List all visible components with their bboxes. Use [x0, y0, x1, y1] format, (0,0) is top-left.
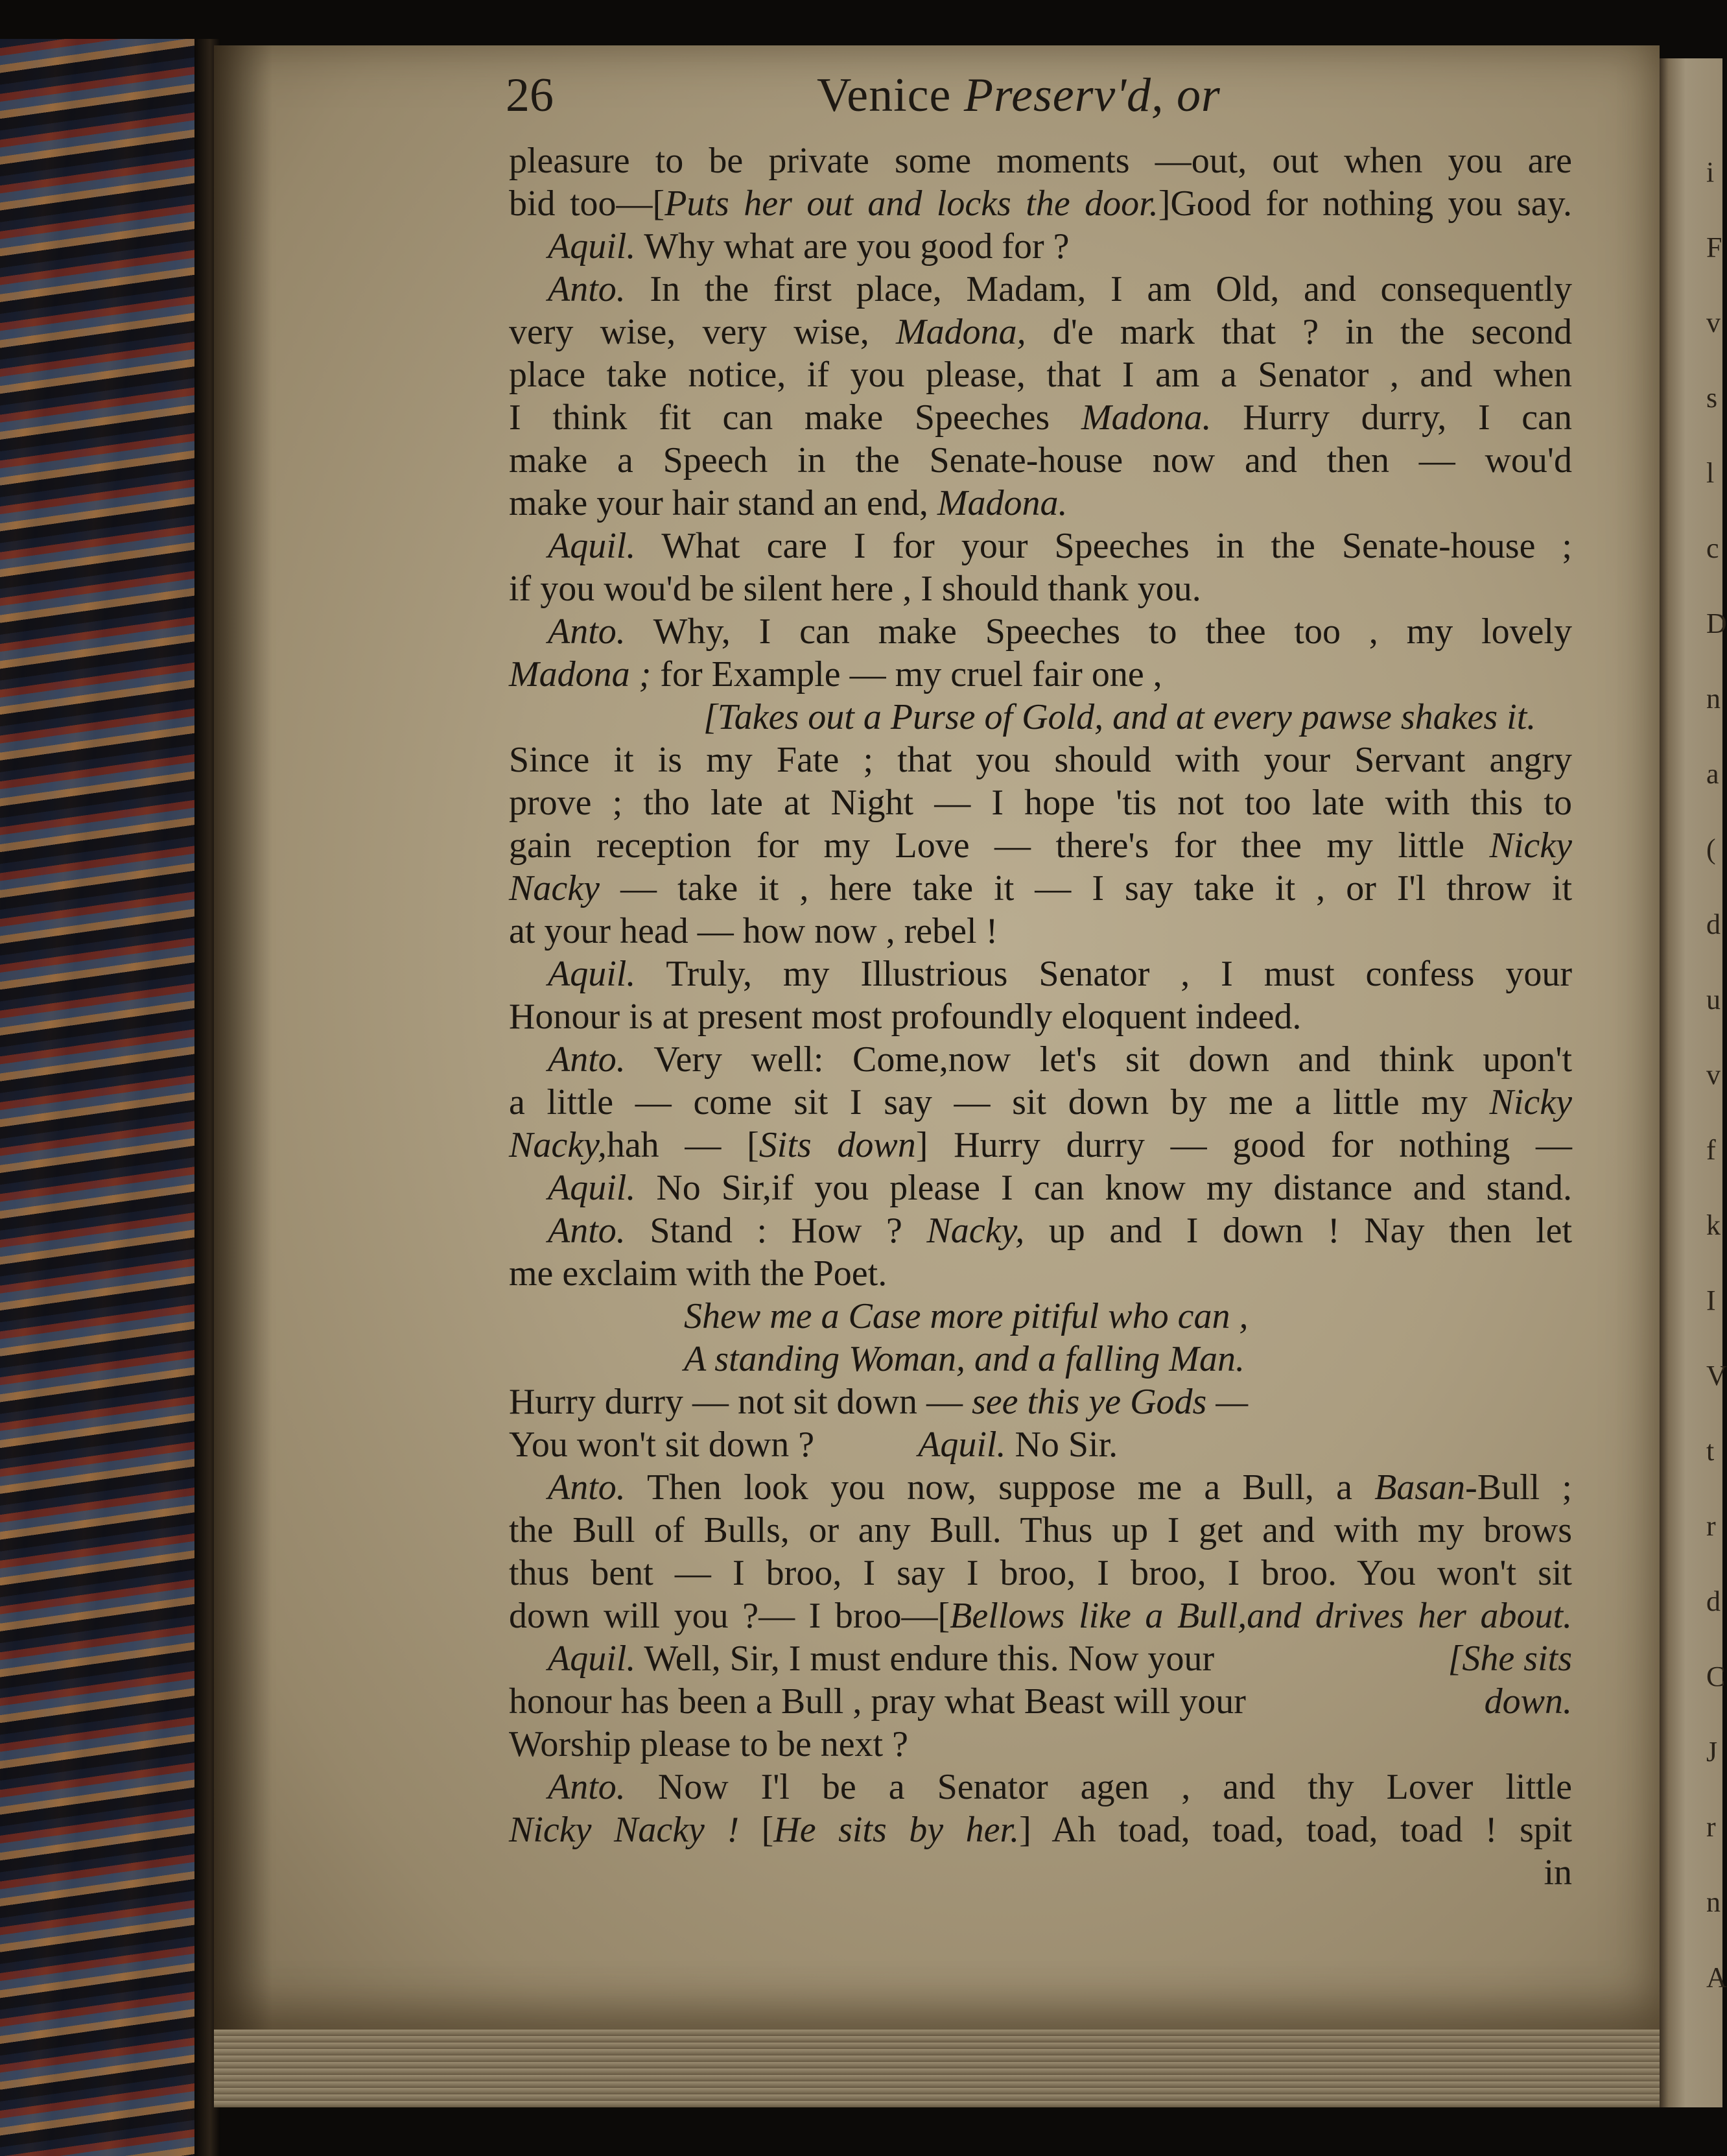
- text-line: prove ; tho late at Night — I hope 'tis not too late with this to: [509, 783, 1572, 823]
- catchword: in: [1544, 1853, 1572, 1893]
- facing-page-letter: i: [1706, 156, 1715, 188]
- facing-page-letter: k: [1706, 1209, 1721, 1241]
- text-line: honour has been a Bull , pray what Beast will your down.: [509, 1681, 1572, 1722]
- catchword-line: [509, 1851, 1572, 1894]
- facing-page-letter: F: [1706, 231, 1722, 263]
- text-line: Aquil. Truly, my Illustrious Senator , I must confess your: [548, 954, 1572, 994]
- speaker-name: Anto.: [548, 1039, 626, 1080]
- page-stack-edges: [214, 2030, 1660, 2107]
- text-line: Since it is my Fate ; that you should with your Servant angry: [509, 740, 1572, 780]
- text-line: Anto. Why, I can make Speeches to thee too , my lovely: [548, 611, 1572, 652]
- text-line: very wise, very wise, Madona, d'e mark that ? in the second: [509, 312, 1572, 352]
- speaker-name: Aquil.: [548, 1639, 636, 1679]
- speaker-name: Aquil.: [548, 1168, 636, 1208]
- facing-page-letter: n: [1706, 683, 1721, 715]
- facing-page-letter: C: [1706, 1661, 1726, 1692]
- body-text: [509, 139, 1572, 1894]
- facing-page-letter: u: [1706, 984, 1721, 1015]
- text-line: bid too—[Puts her out and locks the door.]Good for nothing you say.: [509, 184, 1573, 224]
- speaker-name: Aquil.: [548, 226, 636, 267]
- facing-page-letter: a: [1706, 758, 1719, 790]
- speaker-name: Anto.: [548, 269, 626, 309]
- text-line: Anto. Then look you now, suppose me a Bull, a Basan-Bull ;: [548, 1467, 1572, 1508]
- marbled-board: [0, 39, 214, 2156]
- text-line: Nacky,hah — [Sits down] Hurry durry — good for nothing —: [509, 1125, 1572, 1165]
- text-line: You won't sit down ? Aquil. No Sir.: [509, 1425, 1118, 1465]
- text-line: pleasure to be private some moments —out, out when you are: [509, 141, 1572, 181]
- stage-direction: down.: [1484, 1681, 1572, 1722]
- text-line: make a Speech in the Senate-house now and then — wou'd: [509, 440, 1572, 480]
- facing-page-letter: r: [1706, 1510, 1716, 1542]
- facing-page-letter: V: [1706, 1360, 1727, 1392]
- speaker-name: Aquil.: [918, 1425, 1006, 1465]
- text-line: me exclaim with the Poet.: [509, 1253, 887, 1294]
- text-line: I think fit can make Speeches Madona. Hurry durry, I can: [509, 397, 1573, 438]
- text-line: place take notice, if you please, that I am a Senator , and when: [509, 355, 1572, 395]
- stage-direction: [Takes out a Purse of Gold, and at every pawse shakes it.: [703, 697, 1536, 737]
- facing-page-letter: J: [1706, 1736, 1718, 1768]
- facing-page-letter: I: [1706, 1285, 1716, 1316]
- speaker-name: Anto.: [548, 1211, 626, 1251]
- facing-page-letter: c: [1706, 532, 1719, 564]
- text-line: thus bent — I broo, I say I broo, I broo, I broo. You won't sit: [509, 1553, 1572, 1593]
- running-title-italic: Preserv'd, or: [963, 69, 1221, 122]
- text-line: at your head — how now , rebel !: [509, 911, 998, 951]
- running-title: [817, 68, 1221, 123]
- text-line: Madona ; for Example — my cruel fair one ,: [509, 654, 1162, 694]
- facing-page-letter: l: [1706, 457, 1715, 489]
- speaker-name: Anto.: [548, 611, 626, 652]
- page-number: 26: [506, 69, 554, 122]
- facing-page-letter: t: [1706, 1435, 1715, 1467]
- text-line: Aquil. Well, Sir, I must endure this. Now your [She sits: [548, 1639, 1572, 1679]
- stage-direction: [She sits: [1448, 1639, 1572, 1679]
- text-line: a little — come sit I say — sit down by me a little my Nicky: [509, 1082, 1572, 1122]
- text-line: Anto. Stand : How ? Nacky, up and I down ! Nay then let: [548, 1211, 1572, 1251]
- facing-page-letter: D: [1706, 608, 1727, 639]
- text-line: Worship please to be next ?: [509, 1724, 908, 1764]
- facing-page-letter: A: [1706, 1961, 1727, 1993]
- text-line: Anto. Now I'l be a Senator agen , and thy Lover little: [548, 1767, 1572, 1807]
- facing-page-letter: d: [1706, 908, 1721, 940]
- page-header: [506, 68, 1348, 133]
- text-line: Honour is at present most profoundly eloquent indeed.: [509, 997, 1302, 1037]
- text-line: make your hair stand an end, Madona.: [509, 483, 1068, 523]
- facing-page-letter: v: [1706, 307, 1721, 338]
- facing-page-letter: (: [1706, 833, 1716, 865]
- text-line: Anto. In the first place, Madam, I am Old, and consequently: [548, 269, 1572, 309]
- facing-page-letter: v: [1706, 1059, 1721, 1091]
- facing-page-letter: r: [1706, 1811, 1716, 1843]
- text-line: Nicky Nacky ! [He sits by her.] Ah toad, toad, toad, toad ! spit: [509, 1810, 1573, 1850]
- facing-page-letter: f: [1706, 1134, 1716, 1166]
- text-line: Anto. Very well: Come,now let's sit down and think upon't: [548, 1039, 1572, 1080]
- speaker-name: Aquil.: [548, 954, 636, 994]
- facing-page-letter: s: [1706, 382, 1718, 414]
- text-line: the Bull of Bulls, or any Bull. Thus up I get and with my brows: [509, 1510, 1572, 1550]
- facing-page-letter: n: [1706, 1886, 1721, 1918]
- text-line: Nacky — take it , here take it — I say take it , or I'l throw it: [509, 868, 1572, 908]
- verse-line: A standing Woman, and a falling Man.: [684, 1339, 1245, 1379]
- verse-line: Shew me a Case more pitiful who can ,: [684, 1296, 1249, 1336]
- text-line: Hurry durry — not sit down — see this ye Gods —: [509, 1382, 1249, 1422]
- text-line: Aquil. What care I for your Speeches in the Senate-house ;: [548, 526, 1572, 566]
- text-line: Aquil. Why what are you good for ?: [548, 226, 1070, 267]
- facing-page-letter: d: [1706, 1585, 1721, 1617]
- text-line: down will you ?— I broo—[Bellows like a Bull,and drives her about.: [509, 1596, 1573, 1636]
- speaker-name: Aquil.: [548, 526, 636, 566]
- text-line: Aquil. No Sir,if you please I can know my distance and stand.: [548, 1168, 1572, 1208]
- running-title-roman: Venice: [817, 69, 952, 122]
- speaker-name: Anto.: [548, 1467, 626, 1508]
- text-line: gain reception for my Love — there's for thee my little Nicky: [509, 825, 1572, 866]
- speaker-name: Anto.: [548, 1767, 626, 1807]
- text-line: if you wou'd be silent here , I should thank you.: [509, 569, 1201, 609]
- page-gutter-shadow: [214, 45, 272, 2030]
